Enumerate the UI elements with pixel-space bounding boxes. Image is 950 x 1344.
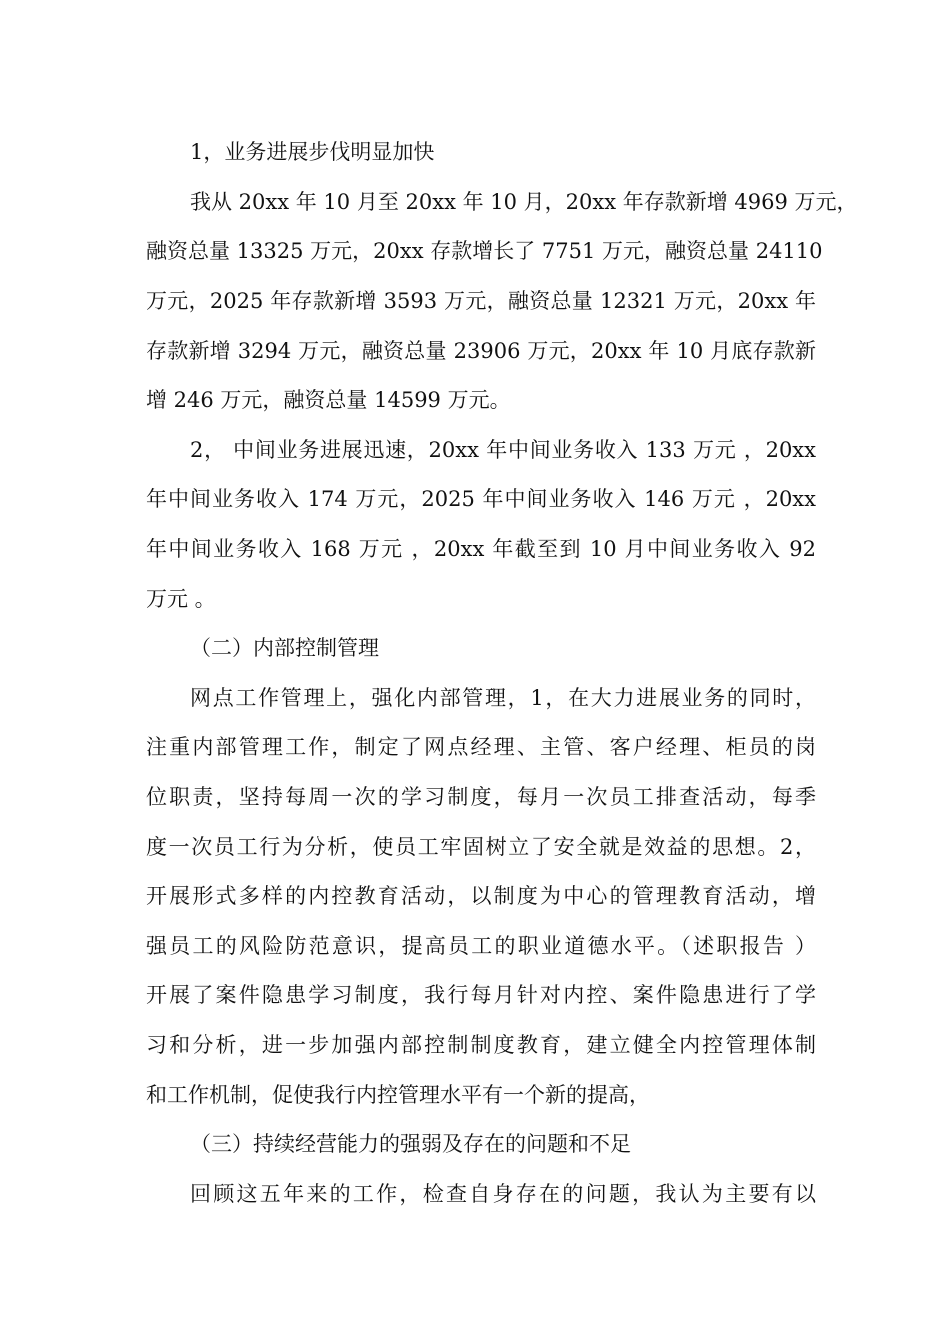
paragraph-line: 开展了案件隐患学习制度，我行每月针对内控、案件隐患进行了学 <box>146 983 816 1007</box>
paragraph-line: 网点工作管理上，强化内部管理，1，在大力进展业务的同时， <box>190 686 816 710</box>
paragraph-line: 和工作机制，促使我行内控管理水平有一个新的提高， <box>146 1083 650 1107</box>
paragraph-line: 回顾这五年来的工作，检查自身存在的问题，我认为主要有以 <box>190 1182 816 1206</box>
paragraph-line: 强员工的风险防范意识，提高员工的职业道德水平。（述职报告 ） <box>146 934 816 958</box>
paragraph-line: 万元 。 <box>146 587 216 611</box>
paragraph-line: 习和分析，进一步加强内部控制制度教育，建立健全内控管理体制 <box>146 1033 816 1057</box>
paragraph-line: 位职责，坚持每周一次的学习制度，每月一次员工排查活动，每季 <box>146 785 816 809</box>
paragraph-line: 年中间业务收入 174 万元，2025 年中间业务收入 146 万元 ，20xx <box>146 487 816 511</box>
section-heading: （二）内部控制管理 <box>190 636 379 660</box>
section-heading: （三）持续经营能力的强弱及存在的问题和不足 <box>190 1132 631 1156</box>
paragraph-line: 增 246 万元，融资总量 14599 万元。 <box>146 388 511 412</box>
paragraph-line: 1，业务进展步伐明显加快 <box>190 140 435 164</box>
paragraph-line: 我从 20xx 年 10 月至 20xx 年 10 月，20xx 年存款新增 4969 万元， <box>190 190 858 214</box>
paragraph-line: 万元，2025 年存款新增 3593 万元，融资总量 12321 万元，20xx 年 <box>146 289 816 313</box>
paragraph-line: 度一次员工行为分析，使员工牢固树立了安全就是效益的思想。2， <box>146 835 816 859</box>
paragraph-line: 2， 中间业务进展迅速，20xx 年中间业务收入 133 万元 ，20xx <box>190 438 816 462</box>
paragraph-line: 注重内部管理工作，制定了网点经理、主管、客户经理、柜员的岗 <box>146 735 816 759</box>
paragraph-line: 开展形式多样的内控教育活动，以制度为中心的管理教育活动，增 <box>146 884 816 908</box>
paragraph-line: 融资总量 13325 万元，20xx 存款增长了 7751 万元，融资总量 24110 <box>146 239 823 263</box>
paragraph-line: 年中间业务收入 168 万元 ，20xx 年截至到 10 月中间业务收入 92 <box>146 537 816 561</box>
paragraph-line: 存款新增 3294 万元，融资总量 23906 万元，20xx 年 10 月底存款新 <box>146 339 816 363</box>
